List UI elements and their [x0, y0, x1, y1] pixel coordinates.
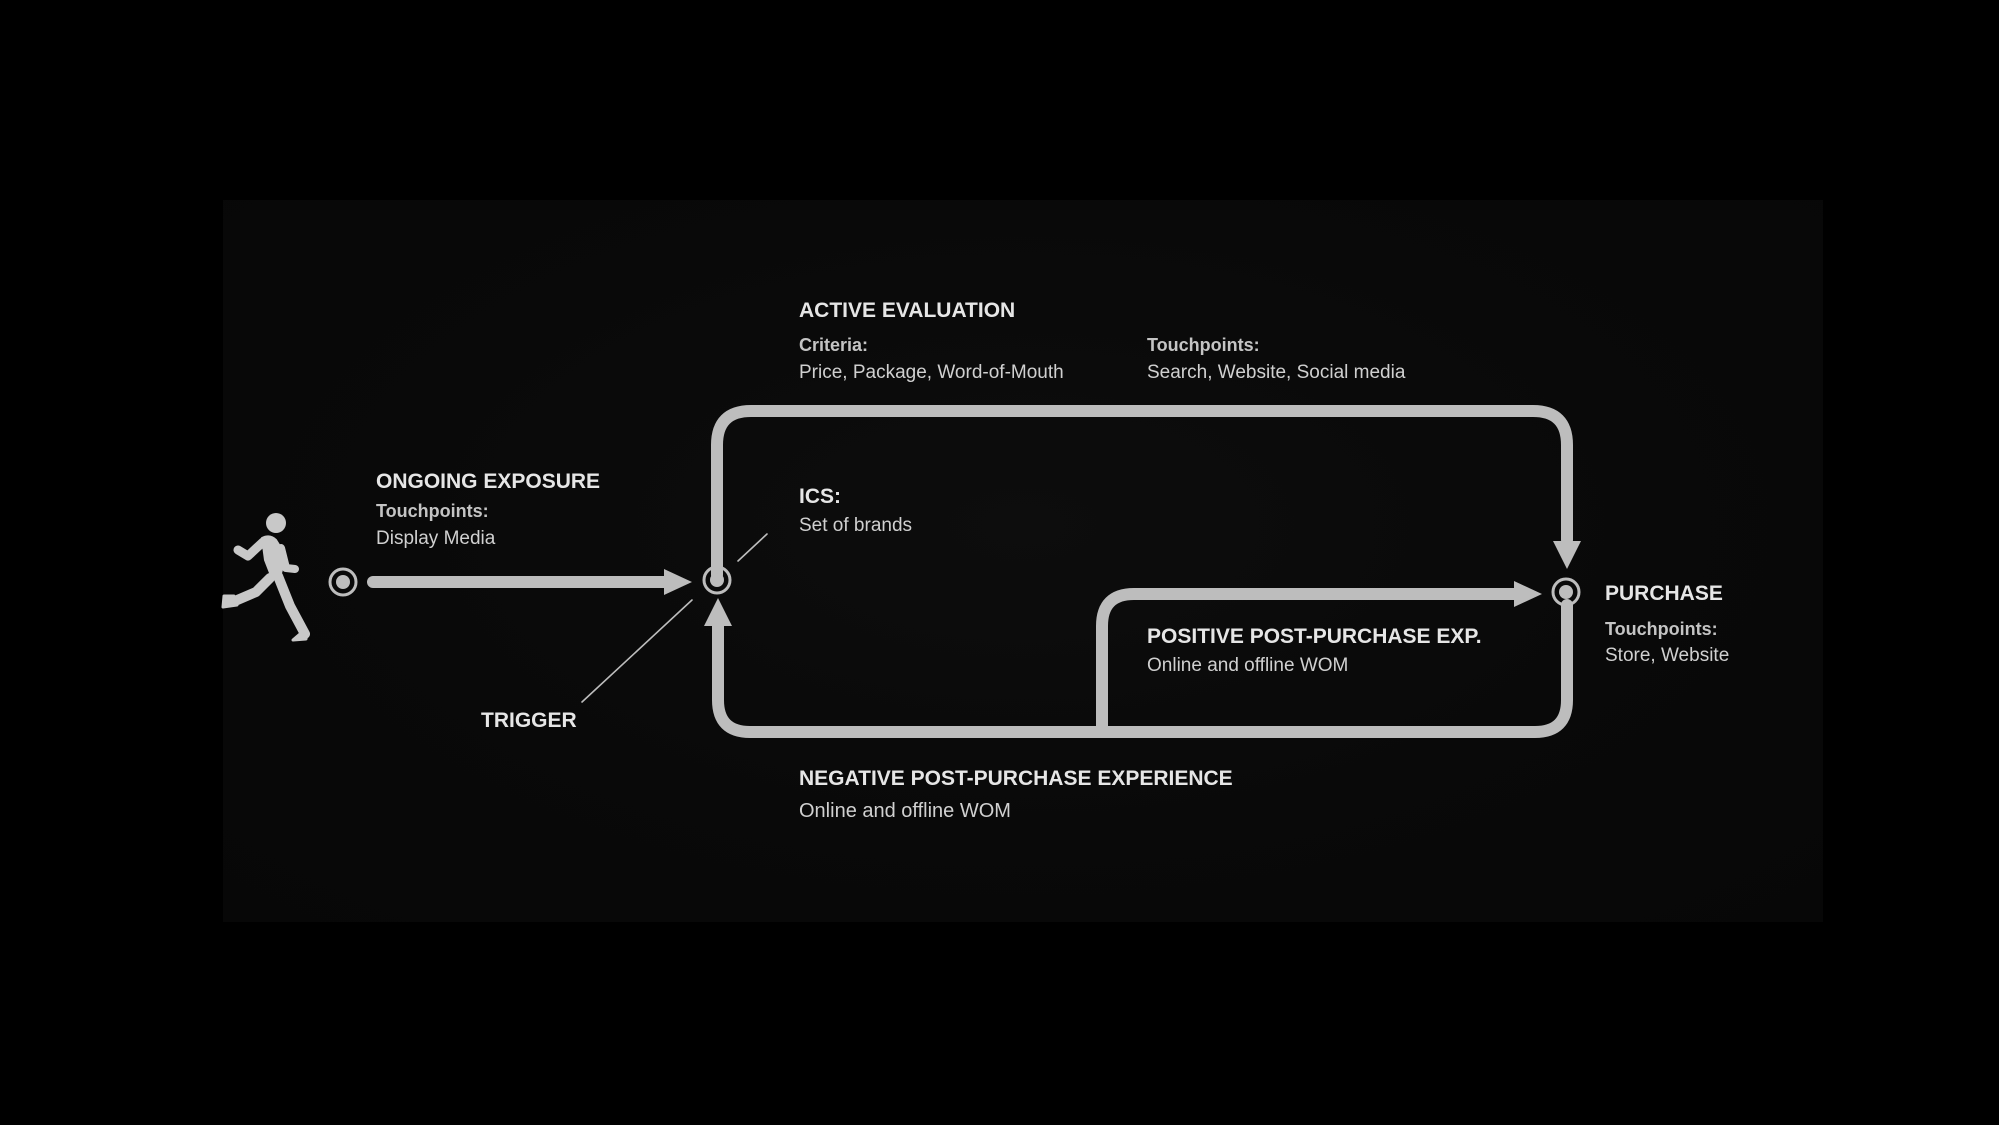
- active-evaluation-title: ACTIVE EVALUATION: [799, 299, 1016, 322]
- start-node: [330, 569, 356, 595]
- ics-title: ICS:: [799, 485, 841, 508]
- purchase-touchpoints-label: Touchpoints:: [1605, 619, 1718, 639]
- trigger-line-upper: [738, 534, 767, 561]
- ongoing-exposure-touchpoints: Display Media: [376, 528, 496, 549]
- negative-exp-description: Online and offline WOM: [799, 800, 1011, 822]
- negative-arrowhead: [704, 598, 732, 626]
- positive-exp-title: POSITIVE POST-PURCHASE EXP.: [1147, 625, 1482, 648]
- evaluation-touchpoints-label: Touchpoints:: [1147, 335, 1260, 355]
- evaluation-loop: [717, 411, 1567, 575]
- trigger-title: TRIGGER: [481, 709, 577, 732]
- criteria-label: Criteria:: [799, 335, 869, 355]
- running-person-icon: [223, 513, 307, 640]
- trigger-line: [582, 600, 692, 702]
- evaluation-touchpoints: Search, Website, Social media: [1147, 362, 1406, 383]
- exposure-arrowhead: [664, 569, 692, 595]
- negative-exp-title: NEGATIVE POST-PURCHASE EXPERIENCE: [799, 767, 1233, 790]
- ics-description: Set of brands: [799, 515, 913, 536]
- evaluation-arrowhead: [1553, 541, 1581, 569]
- ongoing-exposure-title: ONGOING EXPOSURE: [376, 470, 601, 493]
- criteria-values: Price, Package, Word-of-Mouth: [799, 362, 1064, 383]
- positive-exp-description: Online and offline WOM: [1147, 655, 1349, 676]
- purchase-touchpoints: Store, Website: [1605, 645, 1730, 666]
- ongoing-exposure-touchpoints-label: Touchpoints:: [376, 501, 489, 521]
- positive-arrowhead: [1514, 581, 1542, 607]
- purchase-title: PURCHASE: [1605, 582, 1723, 605]
